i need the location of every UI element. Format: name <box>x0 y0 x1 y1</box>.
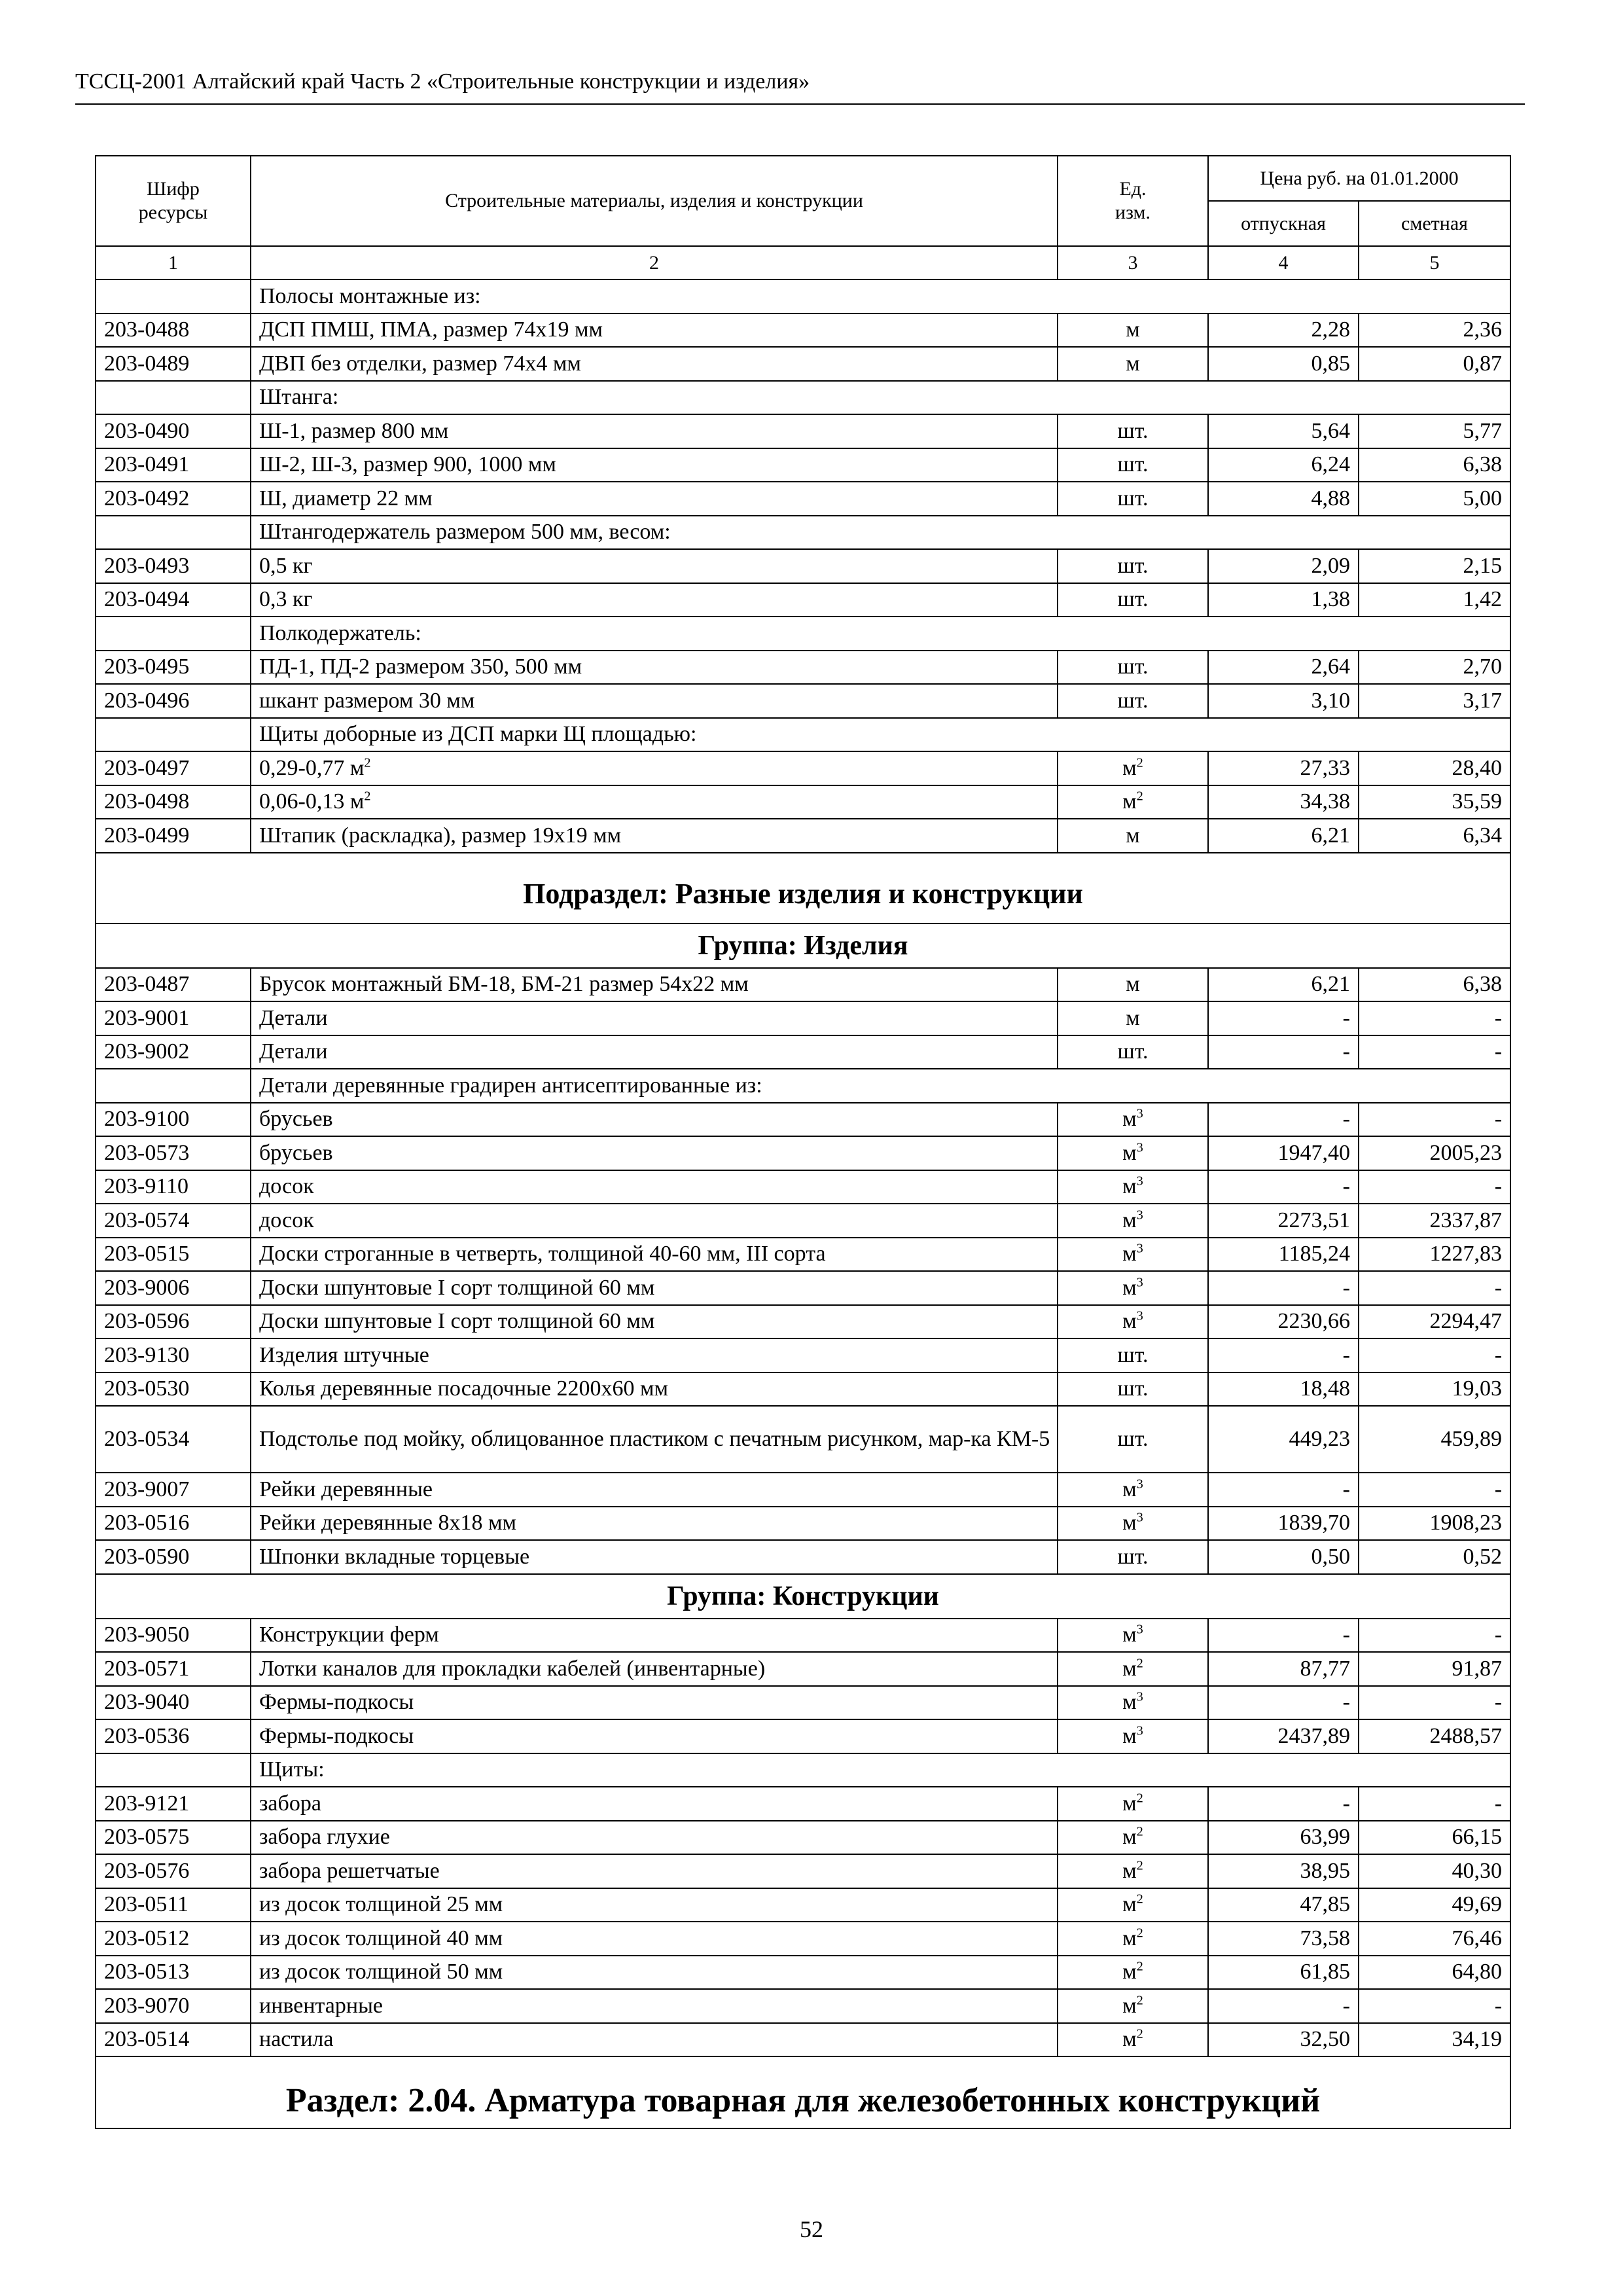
resource-code: 203-9110 <box>96 1170 251 1204</box>
price-release: 1,38 <box>1208 583 1359 617</box>
column-number: 4 <box>1208 246 1359 279</box>
resource-code: 203-0573 <box>96 1136 251 1170</box>
resource-unit: $м^2$ <box>1058 2023 1208 2057</box>
resource-unit: шт. <box>1058 1406 1208 1473</box>
resource-code: 203-9001 <box>96 1001 251 1035</box>
price-release: 1185,24 <box>1208 1238 1359 1272</box>
table-row <box>96 785 1510 819</box>
resource-code: 203-0513 <box>96 1956 251 1990</box>
table-row <box>96 1652 1510 1686</box>
category-row <box>96 516 1510 550</box>
resource-code: 203-0576 <box>96 1854 251 1888</box>
resource-name: брусьев <box>251 1136 1058 1170</box>
table-row <box>96 1170 1510 1204</box>
resource-code: 203-0515 <box>96 1238 251 1272</box>
price-release: - <box>1208 1338 1359 1372</box>
resource-name: из досок толщиной 25 мм <box>251 1888 1058 1922</box>
price-release: 0,50 <box>1208 1540 1359 1574</box>
price-estimate: 6,38 <box>1359 968 1510 1002</box>
table-row <box>96 819 1510 853</box>
price-estimate: 28,40 <box>1359 751 1510 785</box>
price-estimate: - <box>1359 1619 1510 1653</box>
table-row <box>96 968 1510 1002</box>
price-release: 6,21 <box>1208 819 1359 853</box>
price-estimate: - <box>1359 1787 1510 1821</box>
table-row <box>96 684 1510 718</box>
group-heading: Группа: Конструкции <box>96 1574 1510 1619</box>
resource-unit: $м^3$ <box>1058 1473 1208 1507</box>
subsection-heading: Подраздел: Разные изделия и конструкции <box>96 853 1510 924</box>
resource-unit: шт. <box>1058 414 1208 448</box>
table-row <box>96 1271 1510 1305</box>
resource-name: шкант размером 30 мм <box>251 684 1058 718</box>
resource-code: 203-0516 <box>96 1507 251 1541</box>
resource-unit: $м^2$ <box>1058 1652 1208 1686</box>
price-estimate: 2294,47 <box>1359 1305 1510 1339</box>
price-estimate: - <box>1359 1473 1510 1507</box>
resource-name: досок <box>251 1204 1058 1238</box>
resource-name: Ш, диаметр 22 мм <box>251 482 1058 516</box>
table-row <box>96 1540 1510 1574</box>
category-label: Детали деревянные градирен антисептированные из: <box>251 1069 1510 1103</box>
column-number: 3 <box>1058 246 1208 279</box>
price-release: 2230,66 <box>1208 1305 1359 1339</box>
price-release: 1839,70 <box>1208 1507 1359 1541</box>
resource-unit: $м^2$ <box>1058 1787 1208 1821</box>
price-estimate: 3,17 <box>1359 684 1510 718</box>
resource-code: 203-9040 <box>96 1686 251 1720</box>
resource-code: 203-0496 <box>96 684 251 718</box>
table-row <box>96 1204 1510 1238</box>
category-label: Щиты доборные из ДСП марки Щ площадью: <box>251 718 1510 752</box>
resource-name: Ш-2, Ш-3, размер 900, 1000 мм <box>251 448 1058 482</box>
resource-unit: $м^3$ <box>1058 1103 1208 1137</box>
resource-name: 0,3 кг <box>251 583 1058 617</box>
resource-name: Брусок монтажный БМ-18, БМ-21 размер 54х22 мм <box>251 968 1058 1002</box>
table-row <box>96 751 1510 785</box>
column-header-price-group: Цена руб. на 01.01.2000 <box>1208 156 1510 201</box>
price-release: 6,21 <box>1208 968 1359 1002</box>
price-release: - <box>1208 1619 1359 1653</box>
table-row <box>96 1473 1510 1507</box>
category-row <box>96 381 1510 415</box>
price-estimate: - <box>1359 1686 1510 1720</box>
table-row <box>96 1372 1510 1407</box>
column-header-code: Шифр ресурсы <box>96 156 251 246</box>
column-header-name: Строительные материалы, изделия и конструкции <box>251 156 1058 246</box>
resource-code: 203-0514 <box>96 2023 251 2057</box>
resource-code: 203-0571 <box>96 1652 251 1686</box>
resource-unit: шт. <box>1058 1338 1208 1372</box>
price-release: 27,33 <box>1208 751 1359 785</box>
resource-code: 203-0491 <box>96 448 251 482</box>
resource-code: 203-9100 <box>96 1103 251 1137</box>
price-estimate: 1227,83 <box>1359 1238 1510 1272</box>
table-row <box>96 1821 1510 1855</box>
price-release: - <box>1208 1001 1359 1035</box>
resource-unit: шт. <box>1058 448 1208 482</box>
table-row <box>96 414 1510 448</box>
resource-name: Подстолье под мойку, облицованное пластиком с печатным рисунком, мар-ка КМ-5 <box>251 1406 1058 1473</box>
resource-unit: м <box>1058 968 1208 1002</box>
resource-code: 203-0530 <box>96 1372 251 1407</box>
resource-unit: м <box>1058 314 1208 348</box>
price-estimate: 2,36 <box>1359 314 1510 348</box>
price-release: 2437,89 <box>1208 1719 1359 1753</box>
resource-unit: $м^2$ <box>1058 1922 1208 1956</box>
resource-code: 203-9130 <box>96 1338 251 1372</box>
table-row <box>96 1238 1510 1272</box>
table-row <box>96 314 1510 348</box>
price-release: 47,85 <box>1208 1888 1359 1922</box>
price-release: 6,24 <box>1208 448 1359 482</box>
table-row <box>96 1686 1510 1720</box>
price-estimate: - <box>1359 1170 1510 1204</box>
resource-code: 203-0511 <box>96 1888 251 1922</box>
resource-code: 203-0490 <box>96 414 251 448</box>
price-release: - <box>1208 1989 1359 2023</box>
resource-unit: $м^3$ <box>1058 1204 1208 1238</box>
category-row <box>96 617 1510 651</box>
price-estimate: 6,38 <box>1359 448 1510 482</box>
price-estimate: - <box>1359 1103 1510 1137</box>
resource-code: 203-0512 <box>96 1922 251 1956</box>
price-estimate: 6,34 <box>1359 819 1510 853</box>
table-row <box>96 1989 1510 2023</box>
resource-unit: $м^2$ <box>1058 1821 1208 1855</box>
column-number: 5 <box>1359 246 1510 279</box>
price-release: 1947,40 <box>1208 1136 1359 1170</box>
price-release: - <box>1208 1473 1359 1507</box>
resource-unit: шт. <box>1058 1035 1208 1069</box>
resource-unit: шт. <box>1058 583 1208 617</box>
resource-unit: $м^3$ <box>1058 1686 1208 1720</box>
price-estimate: 49,69 <box>1359 1888 1510 1922</box>
price-estimate: 1908,23 <box>1359 1507 1510 1541</box>
resource-name: 0,5 кг <box>251 549 1058 583</box>
resource-unit: $м^3$ <box>1058 1619 1208 1653</box>
category-row <box>96 1753 1510 1787</box>
table-row <box>96 1507 1510 1541</box>
column-header-release: отпускная <box>1208 201 1359 246</box>
price-release: 0,85 <box>1208 347 1359 381</box>
price-release: 61,85 <box>1208 1956 1359 1990</box>
price-estimate: 2005,23 <box>1359 1136 1510 1170</box>
resource-name: Фермы-подкосы <box>251 1719 1058 1753</box>
price-release: - <box>1208 1035 1359 1069</box>
resource-unit: $м^3$ <box>1058 1507 1208 1541</box>
price-estimate: 0,52 <box>1359 1540 1510 1574</box>
price-release: 449,23 <box>1208 1406 1359 1473</box>
price-release: 73,58 <box>1208 1922 1359 1956</box>
price-estimate: - <box>1359 1271 1510 1305</box>
category-row <box>96 1069 1510 1103</box>
table-row <box>96 347 1510 381</box>
resource-code: 203-9002 <box>96 1035 251 1069</box>
table-row <box>96 1001 1510 1035</box>
resource-unit: шт. <box>1058 482 1208 516</box>
resource-code: 203-0498 <box>96 785 251 819</box>
resource-unit: шт. <box>1058 1540 1208 1574</box>
table-row <box>96 1922 1510 1956</box>
resource-code: 203-9070 <box>96 1989 251 2023</box>
resource-unit: шт. <box>1058 1372 1208 1407</box>
resource-unit: $м^2$ <box>1058 1956 1208 1990</box>
price-estimate: 2,70 <box>1359 651 1510 685</box>
table-row <box>96 1787 1510 1821</box>
price-release: 2273,51 <box>1208 1204 1359 1238</box>
price-release: - <box>1208 1787 1359 1821</box>
resource-code: 203-0488 <box>96 314 251 348</box>
resource-name: Лотки каналов для прокладки кабелей (инвентарные) <box>251 1652 1058 1686</box>
resource-name: ДВП без отделки, размер 74х4 мм <box>251 347 1058 381</box>
resource-unit: $м^3$ <box>1058 1238 1208 1272</box>
resource-name: Ш-1, размер 800 мм <box>251 414 1058 448</box>
resource-unit: м <box>1058 1001 1208 1035</box>
price-estimate: 1,42 <box>1359 583 1510 617</box>
category-label: Щиты: <box>251 1753 1510 1787</box>
category-label: Полосы монтажные из: <box>251 279 1510 314</box>
table-row <box>96 1136 1510 1170</box>
table-row <box>96 482 1510 516</box>
price-release: - <box>1208 1103 1359 1137</box>
resource-name: из досок толщиной 40 мм <box>251 1922 1058 1956</box>
price-estimate: 76,46 <box>1359 1922 1510 1956</box>
table-row <box>96 1854 1510 1888</box>
category-label: Штангодержатель размером 500 мм, весом: <box>251 516 1510 550</box>
resource-name: Детали <box>251 1001 1058 1035</box>
price-estimate: 0,87 <box>1359 347 1510 381</box>
price-estimate: 2488,57 <box>1359 1719 1510 1753</box>
price-release: 2,28 <box>1208 314 1359 348</box>
resource-code: 203-0575 <box>96 1821 251 1855</box>
resource-name: Доски шпунтовые I сорт толщиной 60 мм <box>251 1271 1058 1305</box>
price-release: 32,50 <box>1208 2023 1359 2057</box>
price-release: 63,99 <box>1208 1821 1359 1855</box>
resource-code: 203-0487 <box>96 968 251 1002</box>
price-release: 18,48 <box>1208 1372 1359 1407</box>
price-release: 38,95 <box>1208 1854 1359 1888</box>
resource-unit: $м^2$ <box>1058 1888 1208 1922</box>
table-row <box>96 1956 1510 1990</box>
price-estimate: - <box>1359 1338 1510 1372</box>
resource-name: Доски строганные в четверть, толщиной 40-60 мм, III сорта <box>251 1238 1058 1272</box>
resource-unit: шт. <box>1058 684 1208 718</box>
resource-code: 203-0596 <box>96 1305 251 1339</box>
price-estimate: - <box>1359 1989 1510 2023</box>
price-release: 2,64 <box>1208 651 1359 685</box>
resource-name: брусьев <box>251 1103 1058 1137</box>
resource-name: досок <box>251 1170 1058 1204</box>
resource-unit: $м^2$ <box>1058 785 1208 819</box>
resource-code: 203-0497 <box>96 751 251 785</box>
resource-unit: шт. <box>1058 651 1208 685</box>
resource-name: Доски шпунтовые I сорт толщиной 60 мм <box>251 1305 1058 1339</box>
table-row <box>96 1305 1510 1339</box>
group-heading: Группа: Изделия <box>96 924 1510 968</box>
resource-name: Штапик (раскладка), размер 19х19 мм <box>251 819 1058 853</box>
resource-unit: $м^3$ <box>1058 1271 1208 1305</box>
price-release: - <box>1208 1271 1359 1305</box>
resource-code: 203-9007 <box>96 1473 251 1507</box>
price-table <box>95 155 1511 2129</box>
table-row <box>96 448 1510 482</box>
table-row <box>96 1719 1510 1753</box>
table-row <box>96 1338 1510 1372</box>
resource-name: ДСП ПМШ, ПМА, размер 74х19 мм <box>251 314 1058 348</box>
resource-unit: м <box>1058 819 1208 853</box>
price-release: 4,88 <box>1208 482 1359 516</box>
price-estimate: 35,59 <box>1359 785 1510 819</box>
resource-name: Изделия штучные <box>251 1338 1058 1372</box>
resource-name: Шпонки вкладные торцевые <box>251 1540 1058 1574</box>
price-release: 34,38 <box>1208 785 1359 819</box>
price-release: 5,64 <box>1208 414 1359 448</box>
column-header-unit: Ед. изм. <box>1058 156 1208 246</box>
price-estimate: 40,30 <box>1359 1854 1510 1888</box>
resource-code: 203-9006 <box>96 1271 251 1305</box>
resource-unit: $м^3$ <box>1058 1136 1208 1170</box>
resource-unit: $м^2$ <box>1058 751 1208 785</box>
resource-code: 203-9121 <box>96 1787 251 1821</box>
price-estimate: - <box>1359 1001 1510 1035</box>
resource-unit: $м^3$ <box>1058 1719 1208 1753</box>
category-row <box>96 718 1510 752</box>
resource-name: Детали <box>251 1035 1058 1069</box>
resource-code: 203-0534 <box>96 1406 251 1473</box>
resource-name: из досок толщиной 50 мм <box>251 1956 1058 1990</box>
table-row <box>96 1888 1510 1922</box>
table-row <box>96 1406 1510 1473</box>
column-number: 1 <box>96 246 251 279</box>
resource-code: 203-0499 <box>96 819 251 853</box>
resource-name: 0,29-0,77 $м^2$ <box>251 751 1058 785</box>
resource-name: Фермы-подкосы <box>251 1686 1058 1720</box>
resource-code: 203-0493 <box>96 549 251 583</box>
resource-code: 203-0590 <box>96 1540 251 1574</box>
table-row <box>96 549 1510 583</box>
category-label: Полкодержатель: <box>251 617 1510 651</box>
resource-name: Конструкции ферм <box>251 1619 1058 1653</box>
category-label: Штанга: <box>251 381 1510 415</box>
page-number: 52 <box>800 2216 823 2242</box>
resource-code: 203-0495 <box>96 651 251 685</box>
resource-name: 0,06-0,13 $м^2$ <box>251 785 1058 819</box>
price-release: - <box>1208 1686 1359 1720</box>
resource-unit: $м^2$ <box>1058 1854 1208 1888</box>
resource-code: 203-0489 <box>96 347 251 381</box>
section-heading: Раздел: 2.04. Арматура товарная для железобетонных конструкций <box>96 2056 1510 2128</box>
price-release: 87,77 <box>1208 1652 1359 1686</box>
category-row <box>96 279 1510 314</box>
price-estimate: 2,15 <box>1359 549 1510 583</box>
price-release: 2,09 <box>1208 549 1359 583</box>
column-number: 2 <box>251 246 1058 279</box>
resource-name: инвентарные <box>251 1989 1058 2023</box>
resource-unit: $м^2$ <box>1058 1989 1208 2023</box>
resource-name: забора глухие <box>251 1821 1058 1855</box>
price-estimate: 34,19 <box>1359 2023 1510 2057</box>
resource-name: забора решетчатые <box>251 1854 1058 1888</box>
column-header-estimate: сметная <box>1359 201 1510 246</box>
price-estimate: 2337,87 <box>1359 1204 1510 1238</box>
table-row <box>96 1035 1510 1069</box>
page-header: ТССЦ-2001 Алтайский край Часть 2 «Строительные конструкции и изделия» <box>75 65 1525 105</box>
resource-code: 203-0536 <box>96 1719 251 1753</box>
price-estimate: 459,89 <box>1359 1406 1510 1473</box>
resource-name: забора <box>251 1787 1058 1821</box>
resource-unit: шт. <box>1058 549 1208 583</box>
price-estimate: - <box>1359 1035 1510 1069</box>
resource-code: 203-0492 <box>96 482 251 516</box>
table-row <box>96 583 1510 617</box>
resource-name: Рейки деревянные 8х18 мм <box>251 1507 1058 1541</box>
price-release: - <box>1208 1170 1359 1204</box>
price-estimate: 19,03 <box>1359 1372 1510 1407</box>
price-estimate: 91,87 <box>1359 1652 1510 1686</box>
table-row <box>96 1619 1510 1653</box>
resource-name: настила <box>251 2023 1058 2057</box>
resource-unit: $м^3$ <box>1058 1305 1208 1339</box>
resource-name: Колья деревянные посадочные 2200х60 мм <box>251 1372 1058 1407</box>
resource-unit: $м^3$ <box>1058 1170 1208 1204</box>
resource-unit: м <box>1058 347 1208 381</box>
table-row <box>96 2023 1510 2057</box>
table-row <box>96 1103 1510 1137</box>
resource-name: Рейки деревянные <box>251 1473 1058 1507</box>
resource-code: 203-0574 <box>96 1204 251 1238</box>
price-estimate: 66,15 <box>1359 1821 1510 1855</box>
price-estimate: 5,00 <box>1359 482 1510 516</box>
resource-code: 203-0494 <box>96 583 251 617</box>
price-release: 3,10 <box>1208 684 1359 718</box>
price-estimate: 5,77 <box>1359 414 1510 448</box>
table-row <box>96 651 1510 685</box>
resource-code: 203-9050 <box>96 1619 251 1653</box>
resource-name: ПД-1, ПД-2 размером 350, 500 мм <box>251 651 1058 685</box>
price-estimate: 64,80 <box>1359 1956 1510 1990</box>
